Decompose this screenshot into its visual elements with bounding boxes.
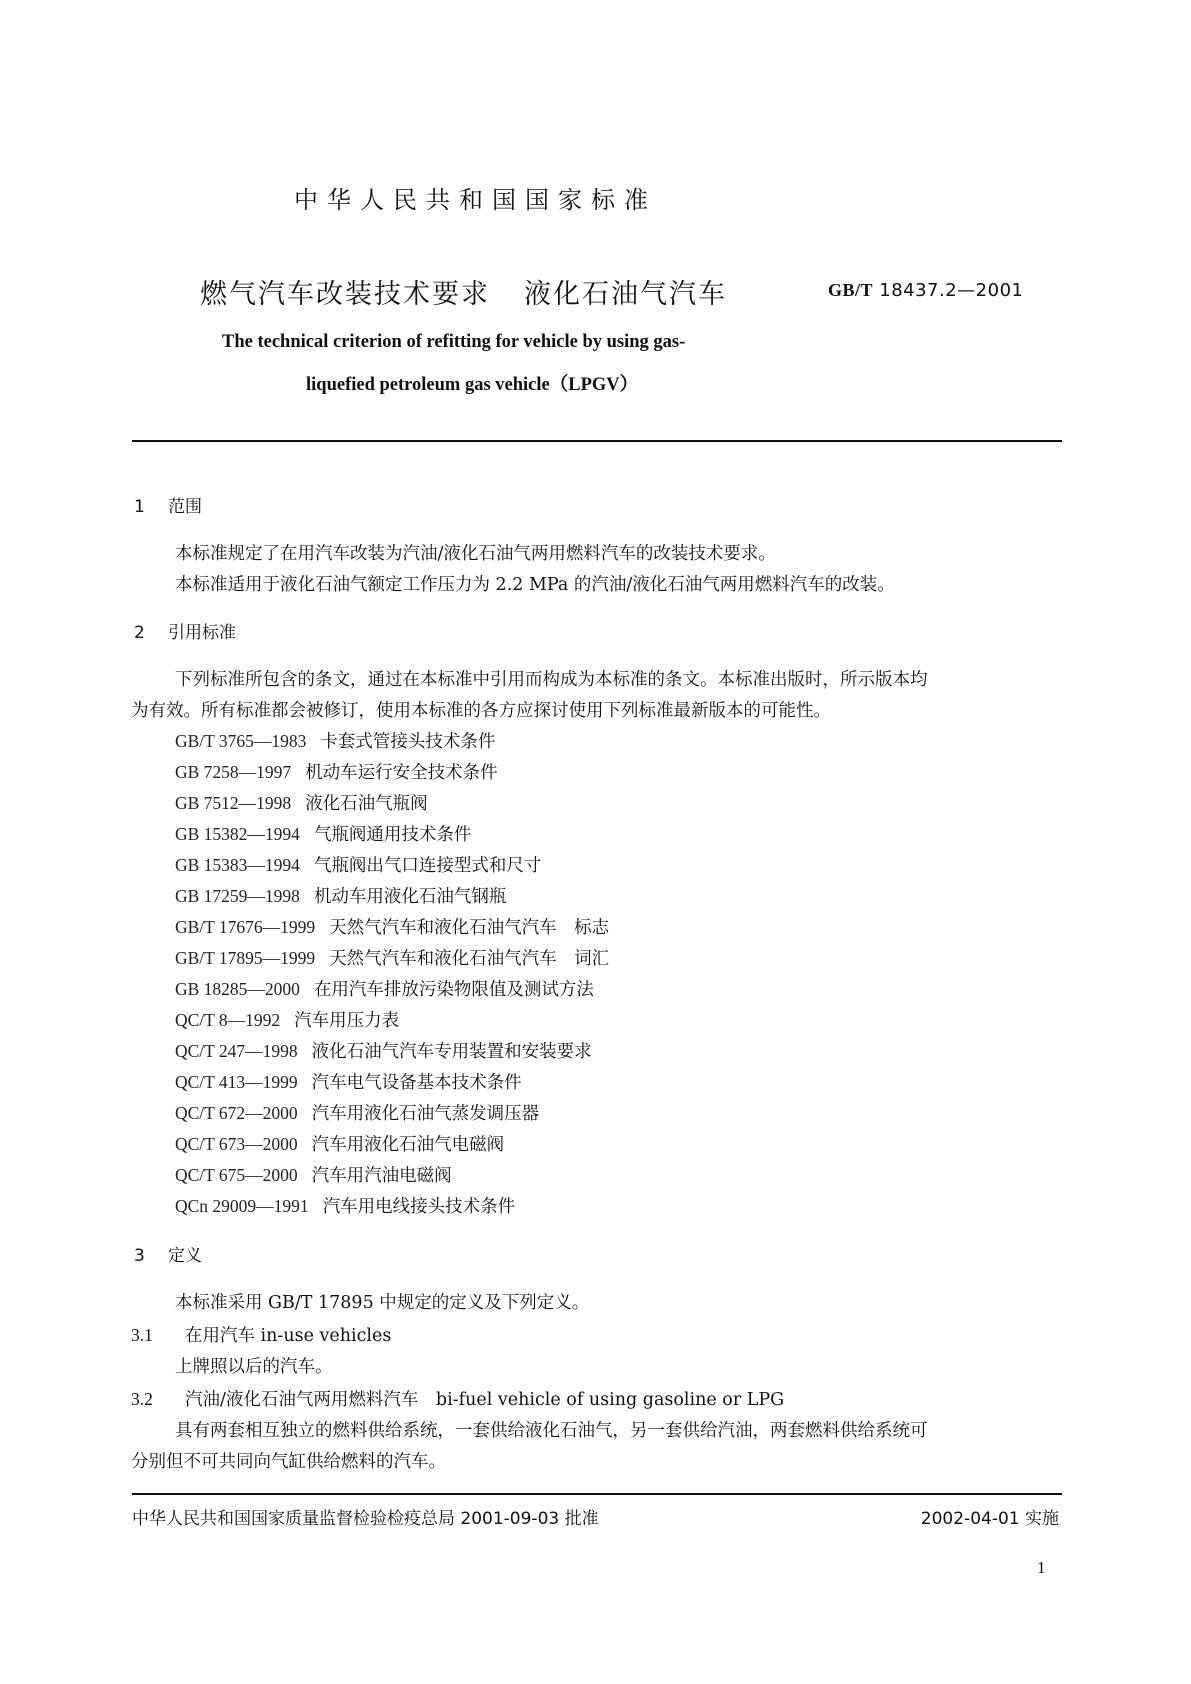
- standard-code: 18437.2—2001: [879, 280, 1024, 301]
- implementation-date: 2002-04-01 实施: [920, 1509, 1059, 1529]
- header-divider: [132, 440, 1062, 442]
- reference-title: 气瓶阀通用技术条件: [313, 825, 472, 845]
- reference-code: GB 7258—1997: [175, 762, 292, 782]
- reference-title: 机动车运行安全技术条件: [305, 763, 498, 783]
- definition-term: 汽油/液化石油气两用燃料汽车 bi-fuel vehicle of using gasoline or LPG: [185, 1390, 785, 1410]
- reference-item: [175, 1100, 539, 1125]
- definition-number: 3.2: [131, 1389, 153, 1409]
- reference-code: GB/T 3765—1983: [175, 731, 307, 751]
- reference-title: 汽车电气设备基本技术条件: [311, 1073, 522, 1093]
- reference-title: 液化石油气汽车专用装置和安装要求: [311, 1042, 592, 1062]
- document-title: [200, 272, 727, 311]
- reference-item: [175, 945, 609, 970]
- english-title-line-2: liquefied petroleum gas vehicle（LPGV）: [306, 375, 639, 395]
- english-title-line-1: The technical criterion of refitting for vehicle by using gas-: [222, 332, 686, 352]
- national-standard-title: 中华人民共和国国家标准: [294, 186, 657, 214]
- reference-item: [175, 1069, 522, 1094]
- section-number: 1: [134, 497, 145, 517]
- reference-item: [175, 914, 609, 939]
- reference-item: [175, 1193, 515, 1218]
- standard-prefix: GB/T: [828, 280, 874, 300]
- section-2-paragraph-line-1: 下列标准所包含的条文，通过在本标准中引用而构成为本标准的条文。本标准出版时，所示版本均: [175, 670, 928, 690]
- section-1-heading: [134, 492, 202, 517]
- reference-code: GB/T 17895—1999: [175, 948, 316, 968]
- definition-3-1-text: 上牌照以后的汽车。: [175, 1357, 333, 1377]
- reference-item: [175, 728, 495, 753]
- reference-title: 汽车用电线接头技术条件: [322, 1197, 516, 1217]
- reference-title: 气瓶阀出气口连接型式和尺寸: [313, 856, 542, 876]
- title-part-2: 液化石油气汽车: [524, 279, 727, 310]
- reference-code: QC/T 675—2000: [175, 1165, 298, 1185]
- reference-code: QCn 29009—1991: [175, 1196, 309, 1216]
- definition-3-1-term: [131, 1322, 391, 1347]
- reference-item: [175, 883, 506, 908]
- reference-title: 在用汽车排放污染物限值及测试方法: [313, 980, 594, 1000]
- footer-divider: [132, 1493, 1062, 1495]
- section-title: 范围: [168, 497, 202, 517]
- reference-title: 汽车用汽油电磁阀: [311, 1166, 452, 1186]
- reference-item: [175, 1131, 504, 1156]
- reference-code: QC/T 247—1998: [175, 1041, 298, 1061]
- reference-code: GB 7512—1998: [175, 793, 292, 813]
- reference-item: [175, 759, 498, 784]
- reference-title: 机动车用液化石油气钢瓶: [313, 887, 507, 907]
- definition-number: 3.1: [131, 1325, 153, 1345]
- reference-title: 天然气汽车和液化石油气汽车 标志: [329, 918, 610, 938]
- reference-item: [175, 852, 541, 877]
- section-number: 2: [134, 623, 145, 643]
- reference-title: 液化石油气瓶阀: [305, 794, 428, 814]
- section-2-paragraph-line-2: 为有效。所有标准都会被修订，使用本标准的各方应探讨使用下列标准最新版本的可能性。: [131, 701, 831, 721]
- definition-3-2-text-line-2: 分别但不可共同向气缸供给燃料的汽车。: [131, 1452, 446, 1472]
- definition-term: 在用汽车 in-use vehicles: [185, 1326, 392, 1346]
- reference-code: QC/T 673—2000: [175, 1134, 298, 1154]
- reference-code: GB 17259—1998: [175, 886, 300, 906]
- reference-code: QC/T 672—2000: [175, 1103, 298, 1123]
- reference-title: 汽车用液化石油气蒸发调压器: [311, 1104, 540, 1124]
- section-title: 定义: [168, 1246, 202, 1266]
- approval-statement: 中华人民共和国国家质量监督检验检疫总局 2001-09-03 批准: [132, 1509, 599, 1529]
- reference-title: 天然气汽车和液化石油气汽车 词汇: [329, 949, 610, 969]
- section-title: 引用标准: [168, 623, 236, 643]
- reference-code: GB 15383—1994: [175, 855, 300, 875]
- title-part-1: 燃气汽车改装技术要求: [200, 279, 490, 310]
- reference-code: GB/T 17676—1999: [175, 917, 316, 937]
- section-2-heading: [134, 618, 236, 643]
- reference-title: 汽车用液化石油气电磁阀: [311, 1135, 505, 1155]
- reference-item: [175, 976, 594, 1001]
- page-number: 1: [1037, 1558, 1046, 1577]
- reference-code: GB 18285—2000: [175, 979, 300, 999]
- section-3-heading: [134, 1241, 202, 1266]
- definition-3-2-term: [131, 1386, 784, 1411]
- section-1-paragraph-1: 本标准规定了在用汽车改装为汽油/液化石油气两用燃料汽车的改装技术要求。: [175, 544, 776, 564]
- reference-code: QC/T 413—1999: [175, 1072, 298, 1092]
- standard-number: [828, 280, 1024, 301]
- definition-3-2-text-line-1: 具有两套相互独立的燃料供给系统，一套供给液化石油气，另一套供给汽油，两套燃料供给系统可: [175, 1421, 928, 1441]
- reference-item: [175, 1162, 452, 1187]
- reference-item: [175, 1038, 592, 1063]
- reference-item: [175, 1007, 399, 1032]
- reference-title: 卡套式管接头技术条件: [320, 732, 496, 752]
- section-number: 3: [134, 1246, 145, 1266]
- reference-code: GB 15382—1994: [175, 824, 300, 844]
- section-1-paragraph-2: 本标准适用于液化石油气额定工作压力为 2.2 MPa 的汽油/液化石油气两用燃料汽车的改装。: [175, 575, 895, 595]
- reference-code: QC/T 8—1992: [175, 1010, 281, 1030]
- reference-item: [175, 821, 471, 846]
- reference-item: [175, 790, 428, 815]
- section-3-intro: 本标准采用 GB/T 17895 中规定的定义及下列定义。: [175, 1293, 590, 1313]
- reference-title: 汽车用压力表: [294, 1011, 400, 1031]
